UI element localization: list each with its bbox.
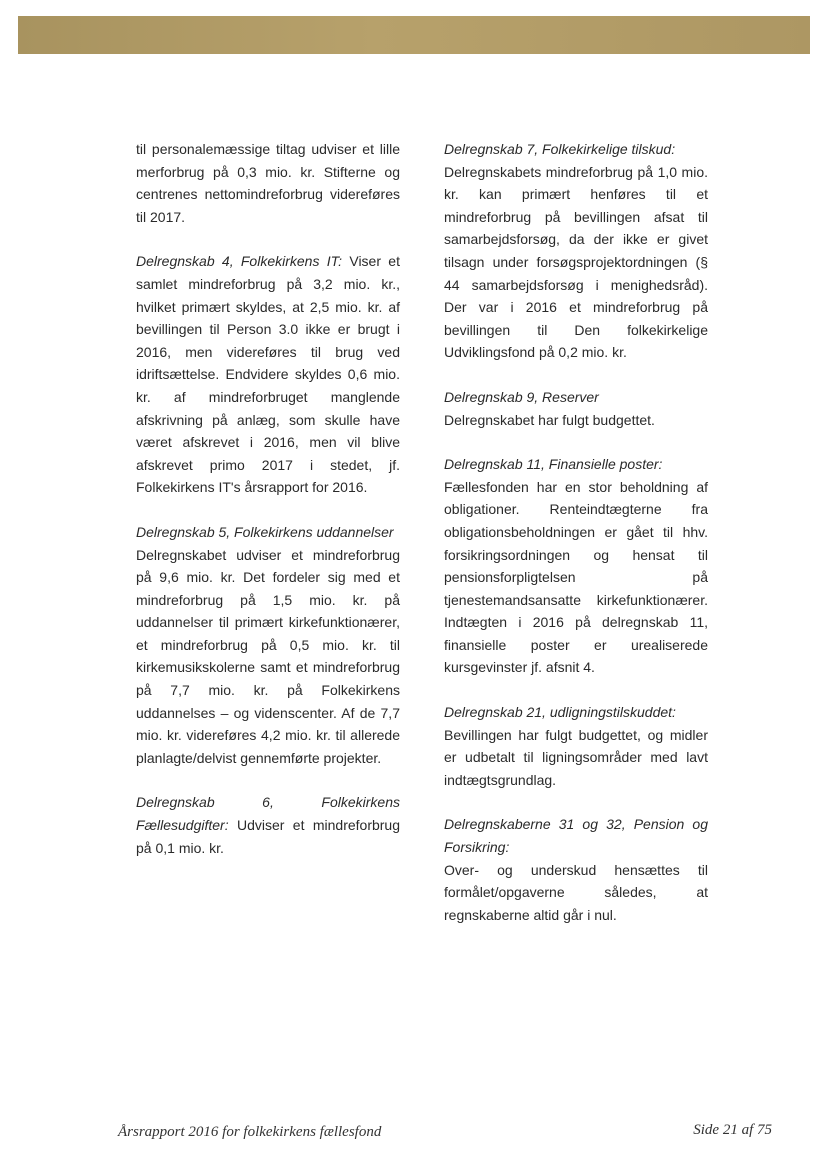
paragraph-delregnskab-31-32 xyxy=(444,813,708,926)
paragraph-heading: Delregnskab 5, Folkekirkens uddannelser xyxy=(136,523,394,540)
paragraph-body: Delregnskabets mindreforbrug på 1,0 mio. kr. kan primært henføres til et mindreforbrug på bevillingen afsat til samarbejdsforsøg, da der ikke er givet tilsagn under forsøgsprojektordningen (§ 44 samarbejdsforsøg i menighedsråd). Der var i 2016 et mindreforbrug på bevillingen til Den folkekirkelige Udviklingsfond på 0,2 mio. kr. xyxy=(444,163,708,361)
paragraph-body: Delregnskabet har fulgt budgettet. xyxy=(444,411,655,428)
footer-page-number: Side 21 af 75 xyxy=(693,1122,772,1138)
paragraph-body: Over- og underskud hensættes til formålet/opgaverne således, at regnskaberne altid går i nul. xyxy=(444,861,708,923)
footer-report-title: Årsrapport 2016 for folkekirkens fællesfond xyxy=(118,1124,382,1140)
left-column xyxy=(136,138,400,881)
paragraph-delregnskab-6 xyxy=(136,791,400,859)
paragraph-body: Fællesfonden har en stor beholdning af obligationer. Renteindtægterne fra obligationsbeholdningen er gået til hhv. forsikringsordningen og hensat til pensionsforpligtelsen på tjenestemandsansatte kirkefunktionærer. Indtægten i 2016 på delregnskab 11, finansielle poster er urealiserede kursgevinster jf. afsnit 4. xyxy=(444,478,708,676)
paragraph-delregnskab-9 xyxy=(444,386,708,431)
header-banner xyxy=(18,16,810,54)
paragraph-heading: Delregnskaberne 31 og 32, Pension og Forsikring: xyxy=(444,816,708,856)
paragraph-body: Udviser et mindreforbrug på 0,1 mio. kr. xyxy=(136,817,400,856)
paragraph-delregnskab-7 xyxy=(444,138,708,364)
paragraph-personnel xyxy=(136,138,400,228)
paragraph-heading: Delregnskab 9, Reserver xyxy=(444,388,599,405)
paragraph-heading: Delregnskab 21, udligningstilskuddet: xyxy=(444,704,676,721)
paragraph-heading: Delregnskab 7, Folkekirkelige tilskud: xyxy=(444,141,676,157)
paragraph-body: til personalemæssige tiltag udviser et lille merforbrug på 0,3 mio. kr. Stifterne og centrenes nettomindreforbrug videreføres til 2017. xyxy=(136,141,400,225)
paragraph-body: Bevillingen har fulgt budgettet, og midler er udbetalt til ligningsområder med lavt indtægtsgrundlag. xyxy=(444,726,708,788)
paragraph-body: Delregnskabet udviser et mindreforbrug på 9,6 mio. kr. Det fordeler sig med et mindreforbrug på 1,5 mio. kr. på uddannelser til primært kirkefunktionærer, et mindreforbrug på 0,5 mio. kr. til kirkemusikskolerne samt et mindreforbrug på 7,7 mio. kr. på Folkekirkens uddannelses – og videnscenter. Af de 7,7 mio. kr. videreføres 4,2 mio. kr. til allerede planlagte/delvist gennemførte projekter. xyxy=(136,546,400,766)
paragraph-delregnskab-4 xyxy=(136,250,400,499)
paragraph-heading: Delregnskab 4, Folkekirkens IT: xyxy=(136,253,343,270)
paragraph-heading: Delregnskab 6, Folkekirkens Fællesudgifter: xyxy=(136,794,400,834)
paragraph-delregnskab-5 xyxy=(136,521,400,770)
right-column xyxy=(444,138,708,948)
paragraph-heading: Delregnskab 11, Finansielle poster: xyxy=(444,456,663,473)
paragraph-delregnskab-11 xyxy=(444,453,708,679)
paragraph-body: Viser et samlet mindreforbrug på 3,2 mio. kr., hvilket primært skyldes, at 2,5 mio. kr. af bevillingen til Person 3.0 ikke er brugt i 2016, men videreføres til brug ved idriftsættelse. Endvidere skyldes 0,6 mio. kr. af mindreforbruget manglende afskrivning på anlæg, som skulle have været afskrevet i 2016, men vil blive afskrevet primo 2017 i stedet, jf. Folkekirkens IT's årsrapport for 2016. xyxy=(136,253,400,496)
paragraph-delregnskab-21 xyxy=(444,701,708,791)
